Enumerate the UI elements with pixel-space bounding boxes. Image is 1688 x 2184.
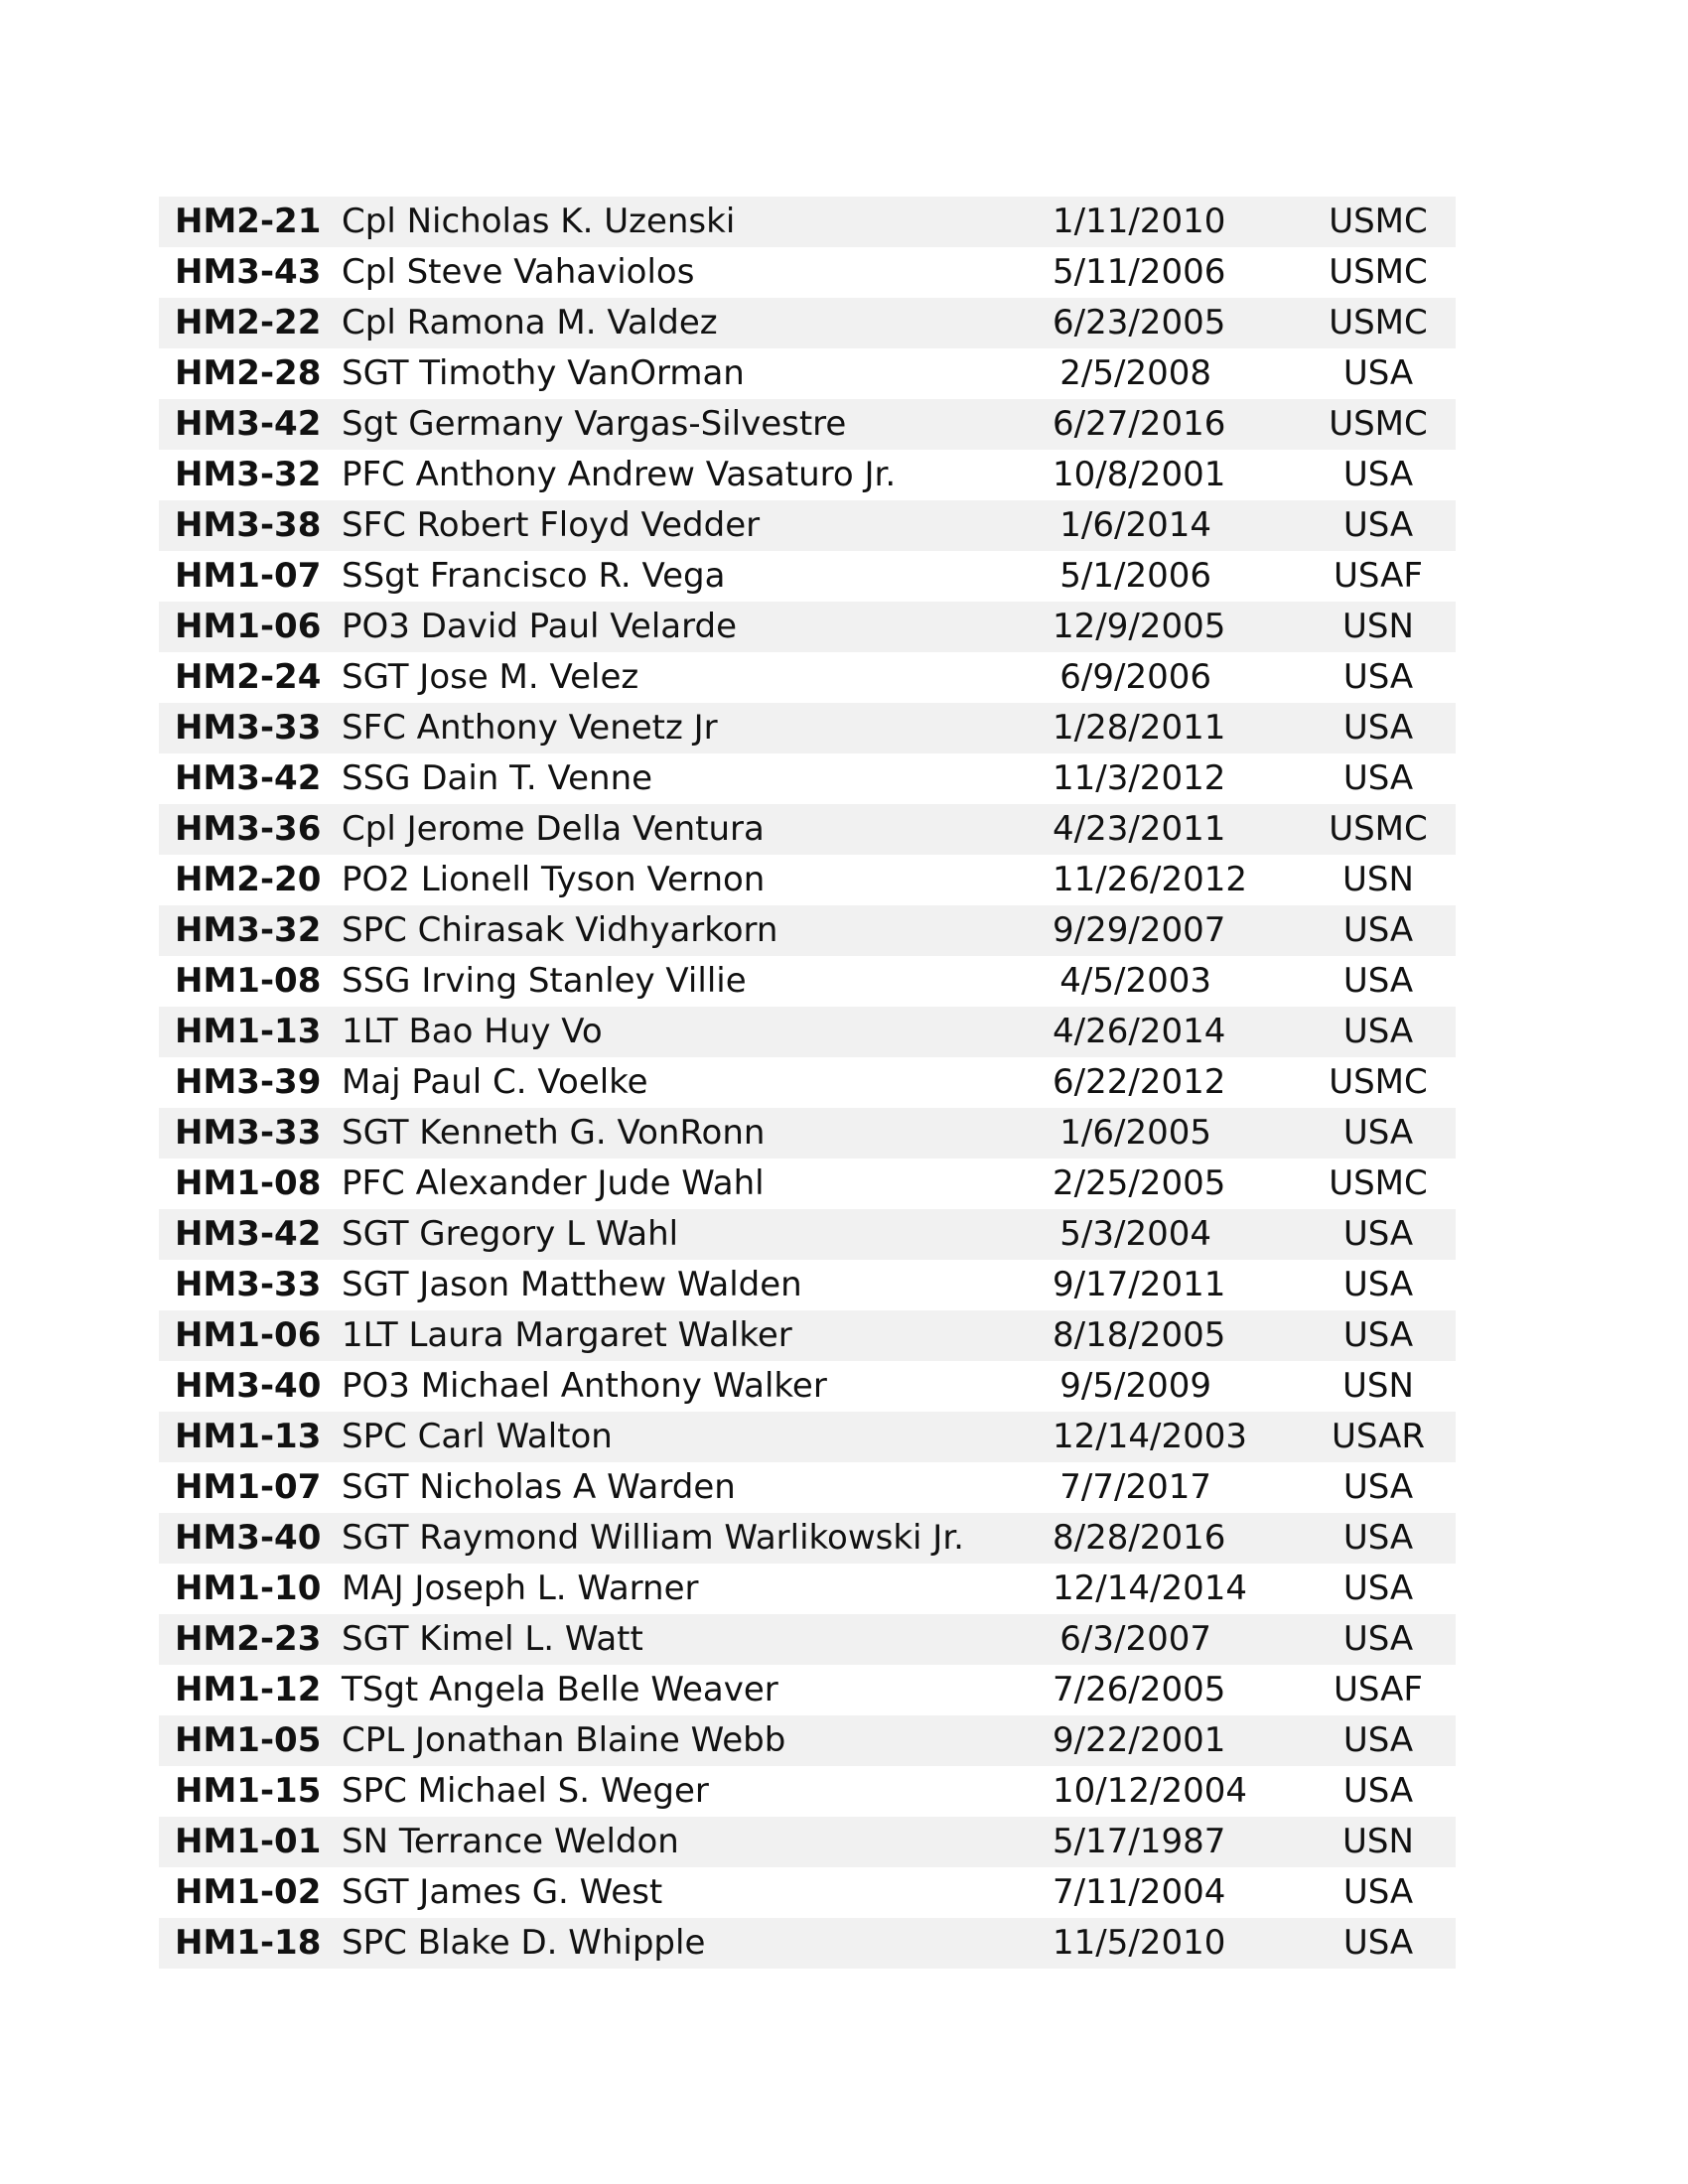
memorial-code: HM1-08 <box>175 1163 322 1203</box>
table-row <box>159 348 1456 399</box>
memorial-code: HM3-33 <box>175 1113 322 1153</box>
date-of-death: 6/27/2016 <box>1053 404 1226 444</box>
memorial-code: HM2-23 <box>175 1619 322 1659</box>
date-of-death: 4/26/2014 <box>1053 1012 1226 1051</box>
table-row <box>159 1057 1456 1108</box>
service-member-name: SGT Raymond William Warlikowski Jr. <box>342 1518 964 1558</box>
table-row <box>159 197 1456 247</box>
service-member-name: Cpl Ramona M. Valdez <box>342 303 718 342</box>
service-member-name: SGT Timothy VanOrman <box>342 353 745 393</box>
service-branch: USA <box>1342 1771 1414 1811</box>
table-row <box>159 1361 1456 1412</box>
table-row <box>159 905 1456 956</box>
memorial-code: HM1-06 <box>175 1315 322 1355</box>
date-of-death: 8/18/2005 <box>1053 1315 1226 1355</box>
service-member-name: SSgt Francisco R. Vega <box>342 556 726 596</box>
date-of-death: 12/9/2005 <box>1053 607 1226 646</box>
service-branch: USA <box>1342 1214 1414 1254</box>
service-member-name: Cpl Nicholas K. Uzenski <box>342 202 736 241</box>
service-branch: USAF <box>1334 556 1423 596</box>
memorial-code: HM1-07 <box>175 1467 322 1507</box>
service-branch: USA <box>1342 1872 1414 1912</box>
service-member-name: SGT Nicholas A Warden <box>342 1467 736 1507</box>
date-of-death: 12/14/2003 <box>1053 1417 1247 1456</box>
service-member-name: 1LT Laura Margaret Walker <box>342 1315 792 1355</box>
memorial-code: HM1-12 <box>175 1670 322 1709</box>
date-of-death: 6/23/2005 <box>1053 303 1226 342</box>
service-member-name: PFC Anthony Andrew Vasaturo Jr. <box>342 455 897 494</box>
date-of-death: 9/22/2001 <box>1053 1720 1226 1760</box>
service-member-name: MAJ Joseph L. Warner <box>342 1569 699 1608</box>
service-branch: USMC <box>1329 1163 1428 1203</box>
memorial-code: HM1-07 <box>175 556 322 596</box>
memorial-code: HM3-32 <box>175 455 322 494</box>
memorial-code: HM3-33 <box>175 708 322 748</box>
service-branch: USAR <box>1332 1417 1425 1456</box>
date-of-death: 4/5/2003 <box>1059 961 1211 1001</box>
table-row <box>159 1007 1456 1057</box>
service-branch: USMC <box>1329 202 1428 241</box>
memorial-code: HM3-39 <box>175 1062 322 1102</box>
roster-table <box>159 197 1456 1969</box>
table-row <box>159 652 1456 703</box>
service-member-name: SFC Anthony Venetz Jr <box>342 708 718 748</box>
table-row <box>159 1159 1456 1209</box>
date-of-death: 1/11/2010 <box>1053 202 1226 241</box>
service-branch: USA <box>1342 1467 1414 1507</box>
date-of-death: 11/5/2010 <box>1053 1923 1226 1963</box>
date-of-death: 2/5/2008 <box>1059 353 1211 393</box>
service-member-name: SN Terrance Weldon <box>342 1822 679 1861</box>
memorial-code: HM3-40 <box>175 1518 322 1558</box>
service-branch: USA <box>1342 1113 1414 1153</box>
memorial-code: HM2-22 <box>175 303 322 342</box>
service-branch: USA <box>1342 505 1414 545</box>
memorial-code: HM1-08 <box>175 961 322 1001</box>
service-branch: USMC <box>1329 1062 1428 1102</box>
service-member-name: Cpl Jerome Della Ventura <box>342 809 765 849</box>
table-row <box>159 956 1456 1007</box>
memorial-code: HM3-42 <box>175 758 322 798</box>
table-row <box>159 1260 1456 1310</box>
date-of-death: 8/28/2016 <box>1053 1518 1226 1558</box>
service-member-name: 1LT Bao Huy Vo <box>342 1012 603 1051</box>
service-branch: USMC <box>1329 809 1428 849</box>
memorial-code: HM3-32 <box>175 910 322 950</box>
service-member-name: Cpl Steve Vahaviolos <box>342 252 695 292</box>
table-row <box>159 1665 1456 1715</box>
service-member-name: PO3 Michael Anthony Walker <box>342 1366 827 1406</box>
date-of-death: 5/11/2006 <box>1053 252 1226 292</box>
table-row <box>159 1412 1456 1462</box>
service-branch: USA <box>1342 1315 1414 1355</box>
memorial-code: HM3-42 <box>175 404 322 444</box>
service-branch: USA <box>1342 708 1414 748</box>
service-branch: USA <box>1342 455 1414 494</box>
date-of-death: 10/8/2001 <box>1053 455 1226 494</box>
memorial-code: HM1-06 <box>175 607 322 646</box>
service-branch: USA <box>1342 1518 1414 1558</box>
service-member-name: SPC Blake D. Whipple <box>342 1923 706 1963</box>
service-branch: USN <box>1342 1822 1414 1861</box>
date-of-death: 4/23/2011 <box>1053 809 1226 849</box>
service-member-name: TSgt Angela Belle Weaver <box>342 1670 778 1709</box>
service-member-name: SGT Kenneth G. VonRonn <box>342 1113 766 1153</box>
memorial-code: HM1-15 <box>175 1771 322 1811</box>
table-row <box>159 753 1456 804</box>
date-of-death: 1/6/2005 <box>1059 1113 1211 1153</box>
table-row <box>159 298 1456 348</box>
service-branch: USA <box>1342 1923 1414 1963</box>
date-of-death: 7/11/2004 <box>1053 1872 1226 1912</box>
service-member-name: SSG Dain T. Venne <box>342 758 653 798</box>
memorial-code: HM1-13 <box>175 1012 322 1051</box>
date-of-death: 7/26/2005 <box>1053 1670 1226 1709</box>
service-branch: USA <box>1342 961 1414 1001</box>
memorial-code: HM1-18 <box>175 1923 322 1963</box>
service-member-name: PO2 Lionell Tyson Vernon <box>342 860 766 899</box>
service-member-name: SSG Irving Stanley Villie <box>342 961 747 1001</box>
service-branch: USA <box>1342 758 1414 798</box>
date-of-death: 9/29/2007 <box>1053 910 1226 950</box>
table-row <box>159 1614 1456 1665</box>
service-branch: USA <box>1342 1619 1414 1659</box>
memorial-code: HM2-24 <box>175 657 322 697</box>
service-member-name: CPL Jonathan Blaine Webb <box>342 1720 786 1760</box>
table-row <box>159 602 1456 652</box>
date-of-death: 1/28/2011 <box>1053 708 1226 748</box>
memorial-code: HM3-36 <box>175 809 322 849</box>
date-of-death: 2/25/2005 <box>1053 1163 1226 1203</box>
table-row <box>159 1462 1456 1513</box>
date-of-death: 5/3/2004 <box>1059 1214 1211 1254</box>
memorial-code: HM1-10 <box>175 1569 322 1608</box>
date-of-death: 10/12/2004 <box>1053 1771 1247 1811</box>
date-of-death: 6/3/2007 <box>1059 1619 1211 1659</box>
service-branch: USN <box>1342 1366 1414 1406</box>
table-row <box>159 1867 1456 1918</box>
service-member-name: SGT Jose M. Velez <box>342 657 639 697</box>
service-member-name: SFC Robert Floyd Vedder <box>342 505 761 545</box>
table-row <box>159 855 1456 905</box>
service-branch: USA <box>1342 1265 1414 1304</box>
service-member-name: SGT Kimel L. Watt <box>342 1619 643 1659</box>
date-of-death: 11/26/2012 <box>1053 860 1247 899</box>
service-branch: USN <box>1342 860 1414 899</box>
service-branch: USA <box>1342 353 1414 393</box>
table-row <box>159 450 1456 500</box>
memorial-code: HM2-21 <box>175 202 322 241</box>
memorial-code: HM2-20 <box>175 860 322 899</box>
memorial-code: HM3-40 <box>175 1366 322 1406</box>
table-row <box>159 399 1456 450</box>
date-of-death: 1/6/2014 <box>1059 505 1211 545</box>
date-of-death: 6/22/2012 <box>1053 1062 1226 1102</box>
date-of-death: 11/3/2012 <box>1053 758 1226 798</box>
service-branch: USA <box>1342 657 1414 697</box>
service-member-name: SGT Jason Matthew Walden <box>342 1265 802 1304</box>
date-of-death: 9/5/2009 <box>1059 1366 1211 1406</box>
service-branch: USA <box>1342 1720 1414 1760</box>
memorial-code: HM3-43 <box>175 252 322 292</box>
service-member-name: PFC Alexander Jude Wahl <box>342 1163 765 1203</box>
table-row <box>159 1715 1456 1766</box>
memorial-code: HM3-42 <box>175 1214 322 1254</box>
date-of-death: 6/9/2006 <box>1059 657 1211 697</box>
date-of-death: 5/17/1987 <box>1053 1822 1226 1861</box>
service-member-name: Maj Paul C. Voelke <box>342 1062 648 1102</box>
service-branch: USAF <box>1334 1670 1423 1709</box>
service-member-name: SGT Gregory L Wahl <box>342 1214 679 1254</box>
service-member-name: SPC Michael S. Weger <box>342 1771 709 1811</box>
table-row <box>159 1108 1456 1159</box>
memorial-code: HM1-13 <box>175 1417 322 1456</box>
table-row <box>159 1564 1456 1614</box>
service-member-name: SPC Carl Walton <box>342 1417 613 1456</box>
table-row <box>159 1310 1456 1361</box>
service-branch: USA <box>1342 910 1414 950</box>
table-row <box>159 703 1456 753</box>
table-row <box>159 804 1456 855</box>
date-of-death: 7/7/2017 <box>1059 1467 1211 1507</box>
table-row <box>159 551 1456 602</box>
service-member-name: SGT James G. West <box>342 1872 663 1912</box>
service-branch: USMC <box>1329 404 1428 444</box>
service-member-name: Sgt Germany Vargas-Silvestre <box>342 404 847 444</box>
table-row <box>159 247 1456 298</box>
memorial-code: HM3-38 <box>175 505 322 545</box>
table-row <box>159 1766 1456 1817</box>
table-row <box>159 1209 1456 1260</box>
table-row <box>159 1918 1456 1969</box>
table-row <box>159 500 1456 551</box>
service-member-name: SPC Chirasak Vidhyarkorn <box>342 910 778 950</box>
memorial-code: HM1-05 <box>175 1720 322 1760</box>
memorial-code: HM3-33 <box>175 1265 322 1304</box>
service-branch: USA <box>1342 1569 1414 1608</box>
table-row <box>159 1817 1456 1867</box>
table-row <box>159 1513 1456 1564</box>
service-member-name: PO3 David Paul Velarde <box>342 607 737 646</box>
memorial-code: HM2-28 <box>175 353 322 393</box>
service-branch: USMC <box>1329 252 1428 292</box>
date-of-death: 5/1/2006 <box>1059 556 1211 596</box>
service-branch: USN <box>1342 607 1414 646</box>
service-branch: USMC <box>1329 303 1428 342</box>
memorial-code: HM1-01 <box>175 1822 322 1861</box>
date-of-death: 12/14/2014 <box>1053 1569 1247 1608</box>
date-of-death: 9/17/2011 <box>1053 1265 1226 1304</box>
service-branch: USA <box>1342 1012 1414 1051</box>
memorial-code: HM1-02 <box>175 1872 322 1912</box>
